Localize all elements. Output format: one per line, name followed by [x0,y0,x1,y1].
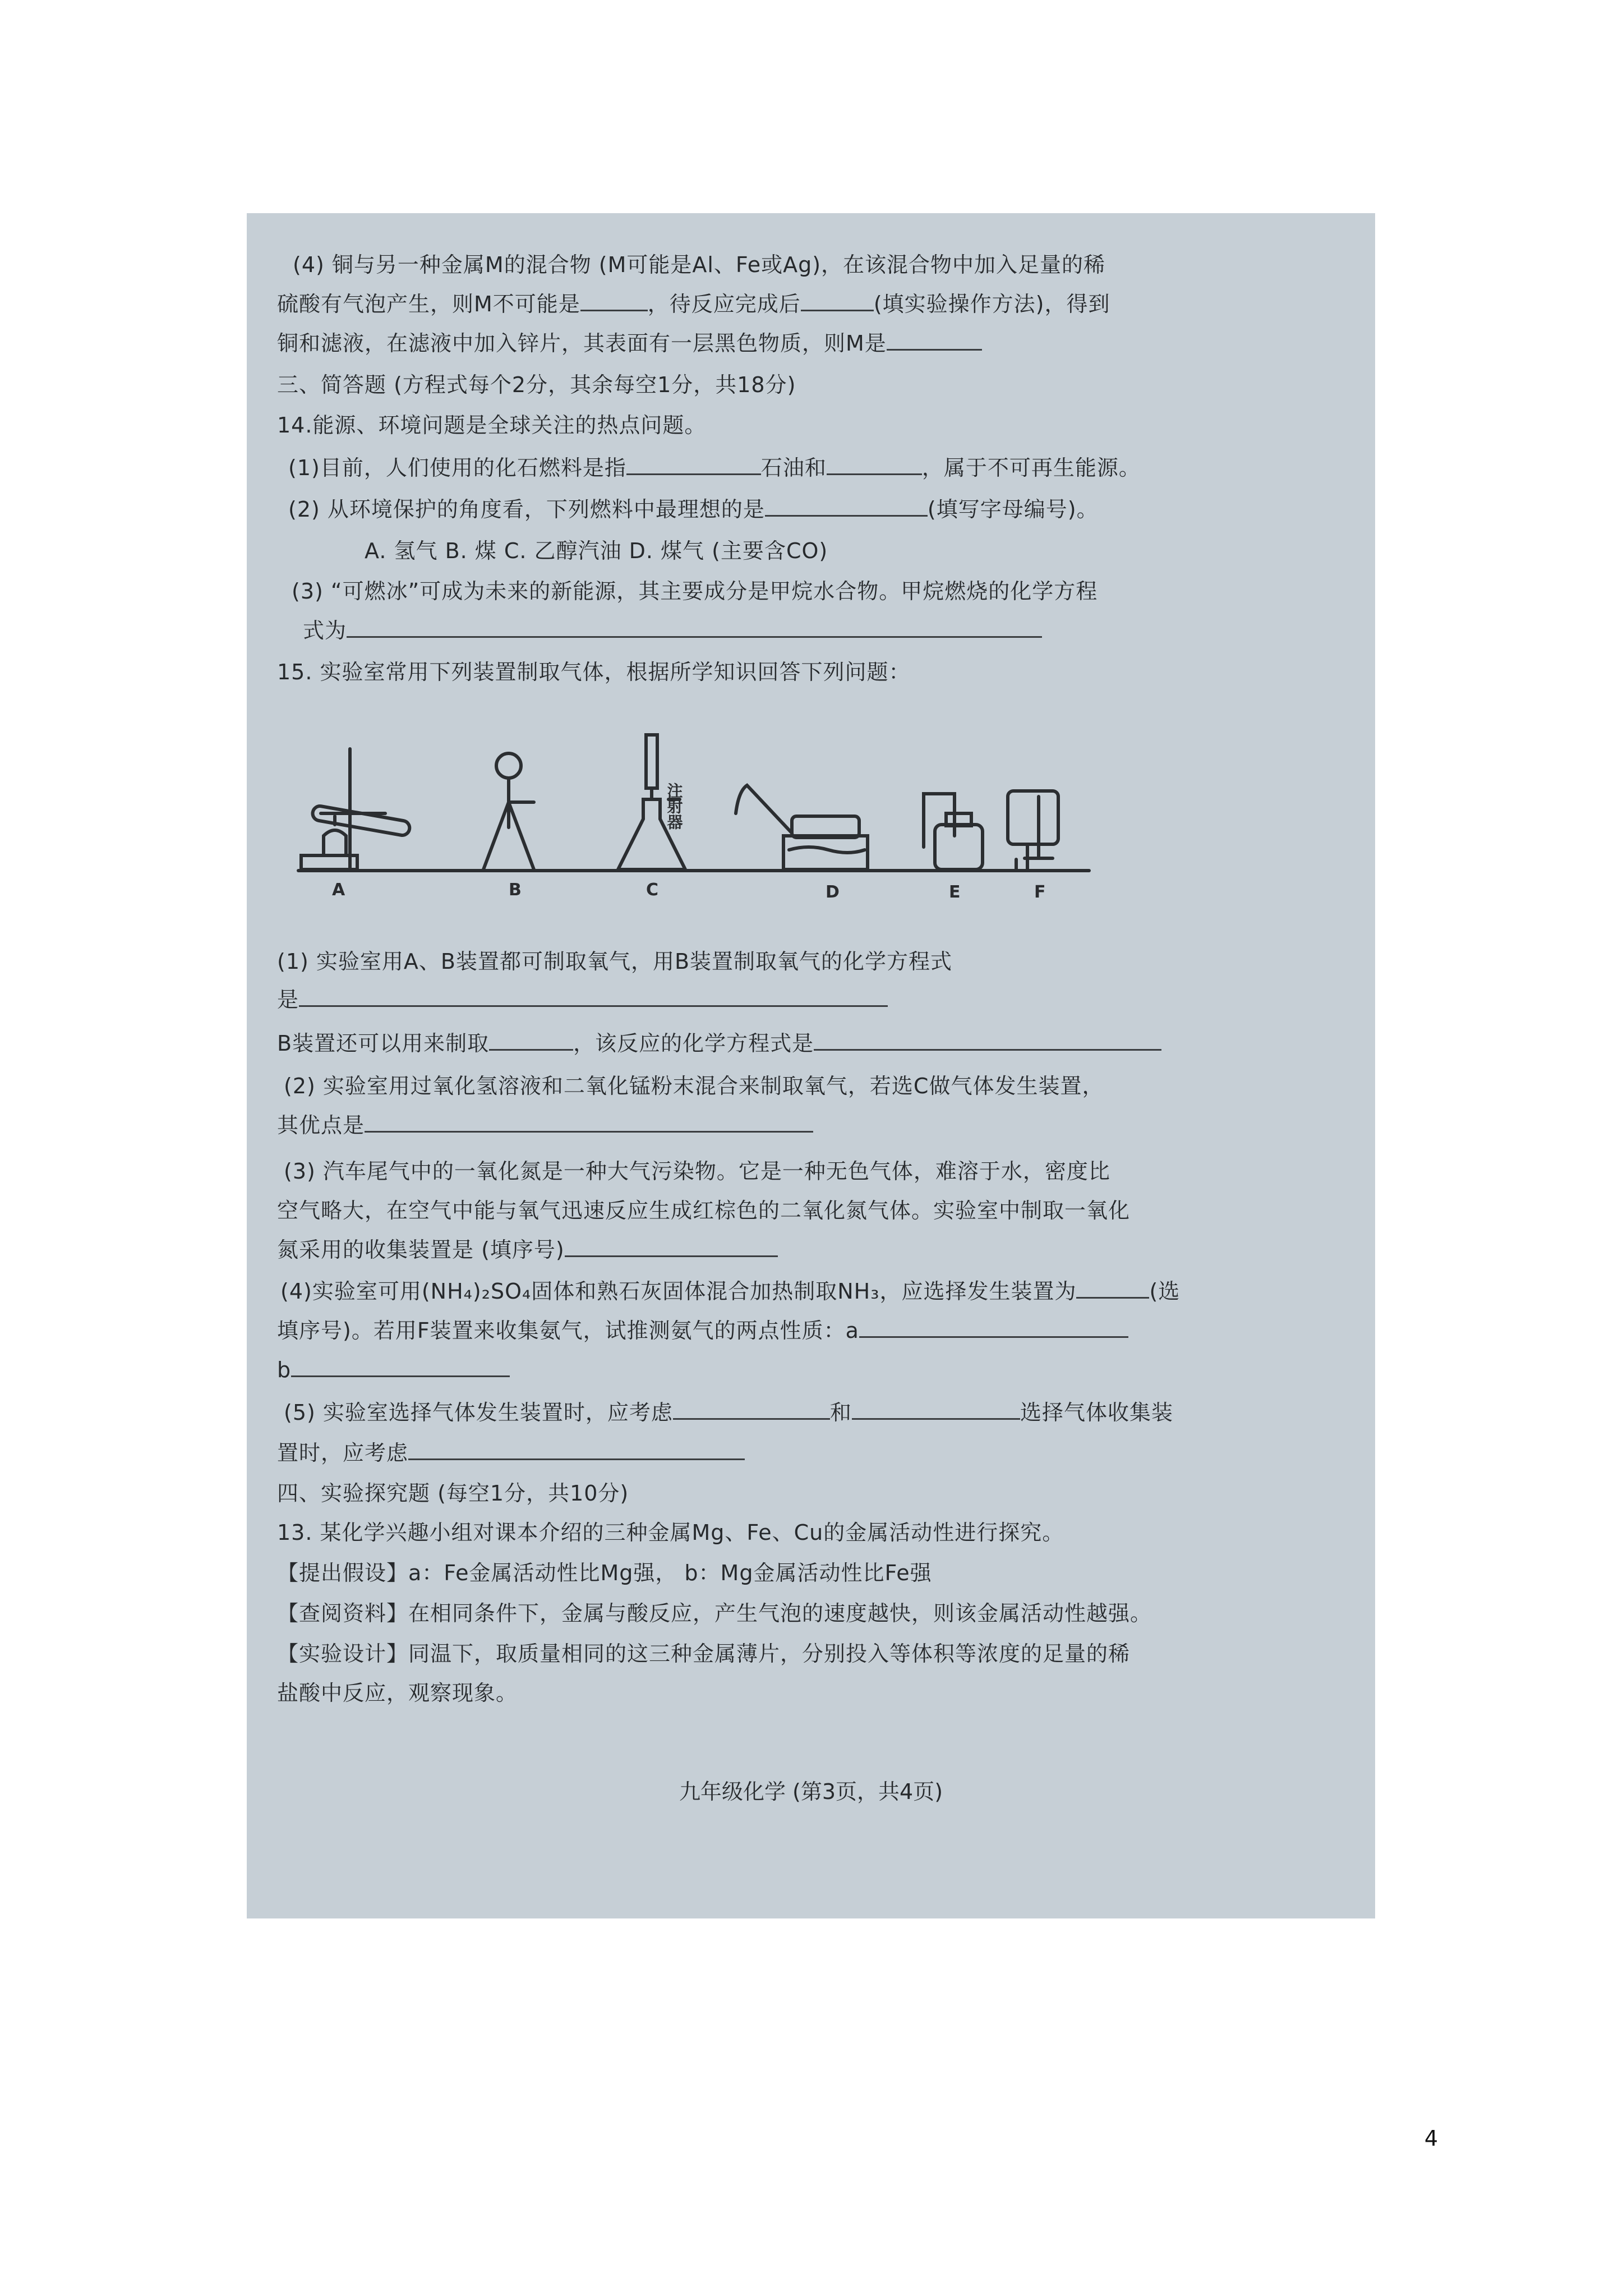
q14-part3-line1: (3) “可燃冰”可成为未来的新能源，其主要成分是甲烷水合物。甲烷燃烧的化学方程 [292,579,1098,604]
q15-part5-line1: (5) 实验室选择气体发生装置时，应考虑 和 选择气体收集装 [284,1397,1173,1428]
q15-stem: 15. 实验室常用下列装置制取气体，根据所学知识回答下列问题： [277,660,911,684]
q15-part4-line3: b [277,1354,510,1386]
q13-part4-line3: 铜和滤液，在滤液中加入锌片，其表面有一层黑色物质，则M是 [277,328,982,359]
q14-part1: (1)目前，人们使用的化石燃料是指 石油和 ，属于不可再生能源。 [288,452,1141,484]
q14-stem: 14.能源、环境问题是全球关注的热点问题。 [277,413,707,438]
q14-part3-line2: 式为 [303,615,1042,646]
q15-part1-line1: (1) 实验室用A、B装置都可制取氧气，用B装置制取氧气的化学方程式 [277,949,953,974]
label-C: C [646,880,659,900]
exam-sheet-photo [247,213,1375,1918]
lab-apparatus-figure [287,729,1241,909]
q13b-hypothesis: 【提出假设】a：Fe金属活动性比Mg强， b：Mg金属活动性比Fe强 [277,1561,932,1585]
q15-part4-line1: (4)实验室可用(NH₄)₂SO₄固体和熟石灰固体混合加热制取NH₃，应选择发生装置为 (选 [280,1276,1180,1307]
label-A: A [332,880,345,900]
apparatus-drawing [287,729,1241,909]
syringe-label: 注射器 [665,783,684,830]
q15-part2-line2: 其优点是 [277,1110,813,1141]
q13b-design-line2: 盐酸中反应，观察现象。 [277,1681,518,1705]
label-B: B [509,880,522,900]
q13-part4-line1: (4) 铜与另一种金属M的混合物 (M可能是Al、Fe或Ag)，在该混合物中加入足量的稀 [293,252,1106,277]
q15-part3-line3: 氮采用的收集装置是 (填序号) [277,1234,778,1266]
q14-options: A. 氢气 B. 煤 C. 乙醇汽油 D. 煤气 (主要含CO) [365,539,828,563]
label-D: D [826,882,840,902]
section3-title: 三、简答题 (方程式每个2分，其余每空1分，共18分) [277,372,796,397]
q15-part1-line2: 是 [277,984,888,1015]
page-number: 4 [1424,2126,1438,2151]
q13b-stem: 13. 某化学兴趣小组对课本介绍的三种金属Mg、Fe、Cu的金属活动性进行探究。 [277,1520,1064,1545]
q13b-design-line1: 【实验设计】同温下，取质量相同的这三种金属薄片，分别投入等体积等浓度的足量的稀 [277,1641,1131,1666]
q15-part3-line2: 空气略大，在空气中能与氧气迅速反应生成红棕色的二氧化氮气体。实验室中制取一氧化 [277,1198,1131,1223]
q13-part4-line2: 硫酸有气泡产生，则M不可能是 ，待反应完成后 (填实验操作方法)，得到 [277,288,1110,320]
q15-part1-line3: B装置还可以用来制取 ，该反应的化学方程式是 [277,1028,1161,1059]
section4-title: 四、实验探究题 (每空1分，共10分) [277,1481,629,1506]
sheet-footer: 九年级化学 (第3页，共4页) [679,1779,943,1804]
label-E: E [949,882,961,902]
q13b-references: 【查阅资料】在相同条件下，金属与酸反应，产生气泡的速度越快，则该金属活动性越强。 [277,1601,1152,1626]
q15-part2-line1: (2) 实验室用过氧化氢溶液和二氧化锰粉末混合来制取氧气，若选C做气体发生装置， [284,1074,1104,1098]
label-F: F [1034,882,1046,902]
q14-part2: (2) 从环境保护的角度看，下列燃料中最理想的是 (填写字母编号)。 [288,494,1099,525]
q15-part5-line2: 置时，应考虑 [277,1437,745,1469]
q15-part3-line1: (3) 汽车尾气中的一氧化氮是一种大气污染物。它是一种无色气体，难溶于水，密度比 [284,1159,1110,1184]
q15-part4-line2: 填序号)。若用F装置来收集氨气，试推测氨气的两点性质：a [277,1315,1128,1346]
